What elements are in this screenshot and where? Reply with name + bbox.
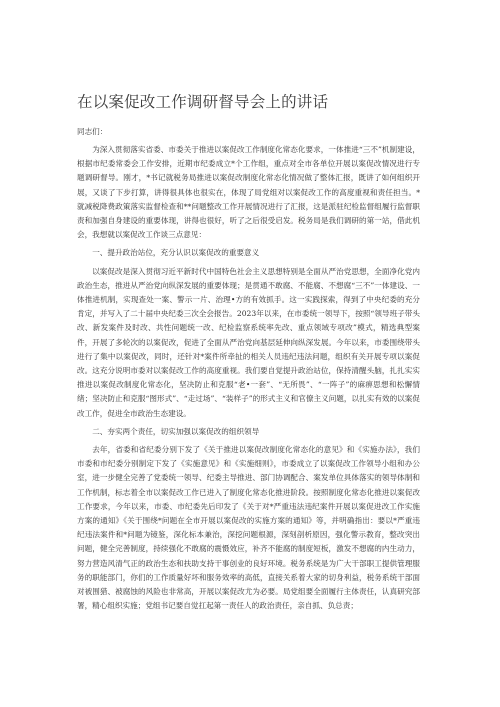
document-title: 在以案促改工作调研督导会上的讲话	[77, 93, 329, 111]
section-heading-1: 一、提升政治站位，充分认识以案促改的重要意义	[92, 248, 260, 258]
section-paragraph-1: 以案促改是深入贯彻习近平新时代中国特色社会主义思想特别是全面从严治党思想，全面净化党内政治生态，推进从严治党向纵深发展的重要体现；是贯通不敢腐、不能腐、不想腐“三不”一体建设、一体推进机制，实现查处一案、警示一片、治理•方的有效抓手。这一实践探索，得到了中央纪委的充分肯定，并写入了二十届中央纪委三次全会报告。2023年以来，在市委统一领导下，按照“领导班子带头改、新发案件及时改、共性问题统一改、纪检监察系统率先改、重点领域专项改”模式，精选典型案件，开展了多轮次的以案促改，促进了全面从严治党向基层延伸向纵深发展。今年以来，市委围绕带头进行了集中以案促改，同时，还针对*案件所牵扯的相关人员违纪违法问题，组织有关开展专项以案促改。这充分说明市委对以案促改工作的高度重视。我们要自觉提升政治站位，保持清醒头脑，扎扎实实推进以案促改制度化常态化，坚决防止和克服“老•一套”、“无所畏”、“一阵子”的麻痹思想和松懈情绪；坚决防止和克服“图形式”、“走过场”、“装样子”的形式主义和官僚主义问题，以扎实有效的以案促改工作，促进全市政治生态建设。	[77, 266, 420, 418]
salutation: 同志们：	[77, 127, 108, 136]
intro-paragraph: 为深入贯彻落实省委、市委关于推进以案促改工作制度化常态化要求，一体推进“三不”机制建设，根据市纪委常委会工作安排，近期市纪委成立*个工作组，重点对全市各单位开展以案促改情况进行专题调研督导。刚才，*书记就税务局推进以案促改制度化常态化情况做了整体汇报，既讲了如何组织开展，又谈了下步打算，讲得很具体也很实在，体现了局党组对以案促改工作的高度重视和责任担当。*就减税降费政策落实监督检查和**问题整改工作开展情况进行了汇报，这是派驻纪检监督组履行监督职责和加强自身建设的重要体现，讲得也很好，听了之后很受启发。税务局是我们调研的第一站，借此机会，我想就以案促改工作谈三点意见：	[77, 145, 420, 240]
section-paragraph-2: 去年，省委和省纪委分别下发了《关于推进以案促改制度化常态化的意见》和《实施办法》，我们市委和市纪委分别制定下发了《实施意见》和《实施细则》，市委成立了以案促改工作领导小组和办公室，进一步健全完善了党委统一领导、纪委主导推进、部门协调配合、案发单位具体落实的领导体制和工作机制，标志着全市以案促改工作已进入了制度化常态化推进阶段。按照制度化常态化推进以案促改工作要求，今年以来，市委、市纪委先后印发了《关于对*严重违法违纪案件开展以案促进改工作实施方案的通知》《关于围绕*问题在全市开展以案促改的实施方案的通知》等，并明确指出：要以*严重违纪违法案件和*问题为镜鉴，深化标本兼治，深挖问题根源，深刻剖析原因，强化警示教育，整改突出问题，健全完善制度，持续强化不敢腐的震慑效应，补齐不能腐的制度短板，激发不想腐的内生动力，努力营造风清气正的政治生态和扶助支持干事创业的良好环境。税务系统是为广大干部职工提供管理服务的职能部门，你们的工作质量好坏和服务效率的高低，直接关系着大家的切身利益，税务系统干部面对被围猎、被腐蚀的风险也非常高，开展以案促改尤为必要。局党组要全面履行主体责任，认真研究部署，精心组织实施；党组书记要自觉扛起第一责任人的政治责任，亲自抓、负总责；	[77, 445, 420, 611]
section-heading-2: 二、夯实两个责任，切实加强以案促改的组织领导	[92, 426, 260, 436]
